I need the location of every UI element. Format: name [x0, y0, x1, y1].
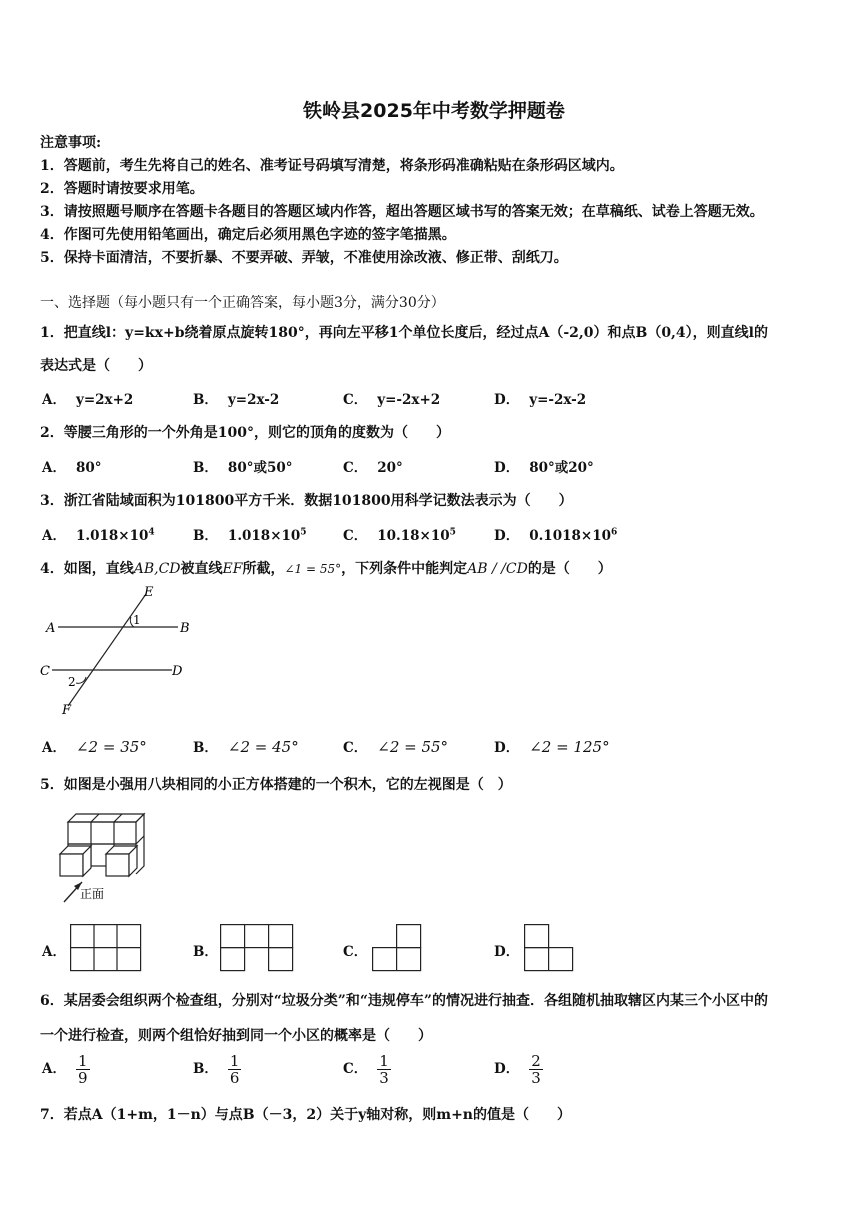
- page-title: 铁岭县2025年中考数学押题卷: [303, 100, 565, 122]
- notice-item: 5．保持卡面清洁，不要折暴、不要弄破、弄皱，不准使用涂改液、修正带、刮纸刀。: [40, 250, 568, 266]
- label-a: A: [46, 621, 56, 636]
- question-6-line2: 一个进行检查，则两个组恰好抽到同一个小区的概率是（ ）: [40, 1028, 432, 1044]
- option-a[interactable]: A． $1.018\times 10^4$: [42, 527, 155, 544]
- option-b[interactable]: B． 80°或50°: [193, 460, 293, 476]
- label-e: E: [144, 585, 154, 600]
- label-d: D: [172, 664, 183, 679]
- section-heading: 一、选择题（每小题只有一个正确答案，每小题3分，满分30分）: [40, 295, 445, 311]
- option-a-view[interactable]: [70, 924, 142, 972]
- option-d[interactable]: D． 80°或20°: [494, 460, 594, 476]
- parallel-lines-figure: [38, 584, 198, 716]
- option-c[interactable]: C． 20°: [343, 460, 403, 476]
- option-d[interactable]: D． ∠2 = 125°: [494, 738, 610, 756]
- question-4: 4．如图，直线AB,CD被直线EF所截，∠1 = 55°，下列条件中能判定AB / /CD的是（ ）: [40, 561, 612, 577]
- option-d[interactable]: D．: [494, 944, 520, 960]
- option-c[interactable]: C．: [343, 944, 368, 960]
- label-b: B: [180, 621, 190, 636]
- question-7: 7．若点A（1+m，1－n）与点B（－3，2）关于y轴对称，则m+n的值是（ ）: [40, 1107, 571, 1123]
- option-a[interactable]: A．: [42, 944, 66, 960]
- option-b[interactable]: B． $1.018\times 10^5$: [193, 527, 307, 544]
- option-c[interactable]: C． $\frac{1}{3}$: [343, 1052, 389, 1087]
- option-b[interactable]: B．: [193, 944, 218, 960]
- option-d-view[interactable]: [524, 924, 574, 972]
- option-a[interactable]: A． $\frac{1}{9}$: [42, 1052, 88, 1087]
- cube-block-figure: [56, 810, 166, 906]
- option-d[interactable]: D． $0.1018\times 10^6$: [494, 527, 618, 544]
- option-d[interactable]: D． y=-2x-2: [494, 392, 587, 408]
- notice-item: 3．请按照题号顺序在答题卡各题目的答题区域内作答，超出答题区域书写的答案无效；在草稿纸、试卷上答题无效。: [40, 204, 764, 220]
- option-a[interactable]: A． ∠2 = 35°: [42, 738, 147, 756]
- question-2: 2．等腰三角形的一个外角是100°，则它的顶角的度数为（ ）: [40, 425, 450, 441]
- option-b[interactable]: B． y=2x-2: [193, 392, 280, 408]
- option-b[interactable]: B． $\frac{1}{6}$: [193, 1052, 240, 1087]
- label-f: F: [62, 703, 72, 716]
- option-a[interactable]: A． y=2x+2: [42, 392, 134, 408]
- notice-item: 1．答题前，考生先将自己的姓名、准考证号码填写清楚，将条形码准确粘贴在条形码区域内。: [40, 158, 624, 174]
- question-1-line1: 1．把直线l：y=kx+b绕着原点旋转180°，再向左平移1个单位长度后，经过点A（-2,0）和点B（0,4），则直线l的: [40, 325, 768, 341]
- option-c[interactable]: C． y=-2x+2: [343, 392, 441, 408]
- option-b-view[interactable]: [220, 924, 294, 972]
- option-c-view[interactable]: [372, 924, 422, 972]
- question-1-line2: 表达式是（ ）: [40, 358, 152, 374]
- front-label: 正面: [80, 887, 105, 901]
- option-c[interactable]: C． $10.18\times 10^5$: [343, 527, 456, 544]
- question-6-line1: 6．某居委会组织两个检查组，分别对“垃圾分类”和“违规停车”的情况进行抽查．各组随机抽取辖区内某三个小区中的: [40, 993, 768, 1009]
- option-b[interactable]: B． ∠2 = 45°: [193, 738, 299, 756]
- notice-item: 4．作图可先使用铅笔画出，确定后必须用黑色字迹的签字笔描黑。: [40, 227, 456, 243]
- option-a[interactable]: A． 80°: [42, 460, 102, 476]
- notice-heading: 注意事项:: [40, 135, 102, 151]
- option-d[interactable]: D． $\frac{2}{3}$: [494, 1052, 541, 1087]
- label-2: 2: [68, 675, 76, 689]
- label-c: C: [40, 664, 50, 679]
- question-5: 5．如图是小强用八块相同的小正方体搭建的一个积木，它的左视图是（ ）: [40, 777, 512, 793]
- label-1: 1: [133, 613, 141, 627]
- notice-item: 2．答题时请按要求用笔。: [40, 181, 204, 197]
- question-3: 3．浙江省陆域面积为101800平方千米．数据101800用科学记数法表示为（ ）: [40, 493, 573, 509]
- option-c[interactable]: C． ∠2 = 55°: [343, 738, 449, 756]
